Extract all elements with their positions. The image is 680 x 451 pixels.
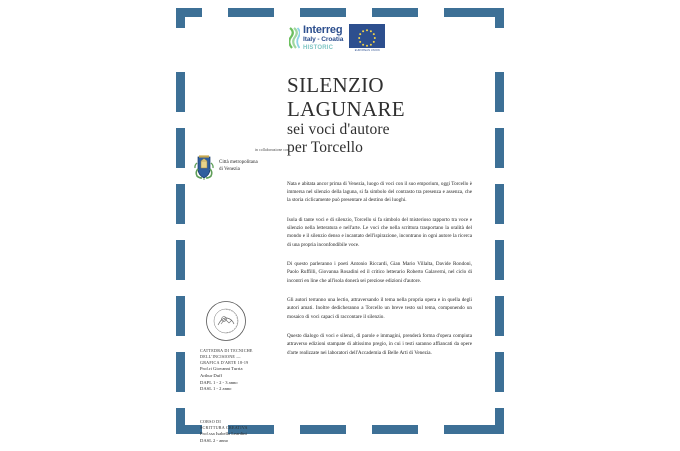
title-line-1: SILENZIO xyxy=(287,73,384,97)
credit-line: Prof.ri Giovanni Turria xyxy=(200,365,243,371)
citta-metropolitana-crest-icon xyxy=(192,153,216,181)
credit-group-scrittura xyxy=(200,419,292,445)
credit-heading-line2: DELL'INCISIONE — xyxy=(200,353,241,359)
title-line-2: LAGUNARE xyxy=(287,96,405,121)
body-paragraph: Gli autori terranno una lectio, attraversando il tema nella propria opera e in quella degli autori amati. Inoltre dedicheranno a Torcello un breve testo sul tema, componendo un mosaico di voci capaci di raccontare il silenzio. xyxy=(287,297,472,320)
interreg-wave-icon xyxy=(289,27,300,49)
collaboration-label: in collaborazione con xyxy=(254,148,289,152)
credit-line: DASL 1 - 2 anno xyxy=(200,386,232,392)
body-paragraph: Questo dialogo di voci e silenzi, di parole e immagini, prenderà forma d'opera compiuta attraverso edizioni stampate di altissimo pregio, in cui i testi saranno affiancati da opere d'arte realizzate nei laboratori dell'Accademia di Belle Arti di Venezia. xyxy=(287,333,472,356)
collaboration-name-line2: di Venezia xyxy=(219,167,240,172)
credit-line: DAPL 1 - 2 - 3 anno xyxy=(200,379,238,385)
credit-line: Prof.ssa Isabella Leardini xyxy=(200,431,247,437)
collaboration-name-line1: Città metropolitana xyxy=(219,160,258,166)
body-text xyxy=(287,180,472,358)
interreg-programme: Italy - Croatia xyxy=(303,36,344,44)
accademia-seal-block xyxy=(200,300,252,342)
credit-heading-line2: SCRITTURA CREATIVA xyxy=(200,425,248,431)
body-paragraph: Nata e abitata ancor prima di Venezia, luogo di voci con il suo emporium, oggi Torcello è immersa nel silenzio della laguna, si fa simbolo del contrasto tra presenza e assenza, che la storia ciclicamente può presentare al destino dei luoghi. xyxy=(287,180,472,204)
interreg-logo-row xyxy=(289,24,472,52)
body-paragraph: Di questo parleranno i poeti Antonio Riccardi, Gian Mario Villalta, Davide Rondoni, Paolo Ruffilli, Giovanna Rosadini ed il critico letterario Roberto Galaverni, nel ciclo di incontri en line che all'isola donerà sei preziose edizioni d'autore. xyxy=(287,261,472,284)
interreg-logo xyxy=(289,25,343,51)
accademia-seal-icon xyxy=(205,300,247,342)
sidebar xyxy=(190,18,290,444)
credit-line: DASL 2 - anno xyxy=(200,438,229,444)
credit-heading-line3: GRAFICA D'ARTE 18-19 xyxy=(200,359,249,365)
body-paragraph: Isola di tante voci e di silenzio, Torcello si fa simbolo del misterioso rapporto tra voce e silenzio nella letteratura e nell'arte. Le voci che nella scrittura trasportano la oralità del mondo e il silenzio denso e incantato dell'ispirazione, incontrano in ogni autore la ricerca di una propria inconfondibile voce. xyxy=(287,216,472,248)
interreg-name: Interreg xyxy=(303,24,343,37)
credit-group-incisione xyxy=(200,348,292,393)
main-column xyxy=(287,18,472,368)
eu-flag-caption: EUROPEAN UNION xyxy=(354,49,380,52)
credit-heading-line1: CORSO DI xyxy=(200,419,221,425)
credits-block xyxy=(200,348,292,451)
collaboration-logo-block xyxy=(192,148,290,181)
eu-flag-icon xyxy=(349,24,385,48)
eu-flag-block xyxy=(349,24,385,52)
collaboration-name xyxy=(219,160,258,173)
page-title xyxy=(287,74,472,158)
credit-line: Arthur Duff xyxy=(200,372,222,378)
title-line-3: sei voci d'autore xyxy=(287,121,390,139)
interreg-project: HISTORIC xyxy=(303,44,334,51)
credit-heading-line1: CATTEDRA DI TECNICHE xyxy=(200,348,253,353)
title-line-4: per Torcello xyxy=(287,139,364,157)
